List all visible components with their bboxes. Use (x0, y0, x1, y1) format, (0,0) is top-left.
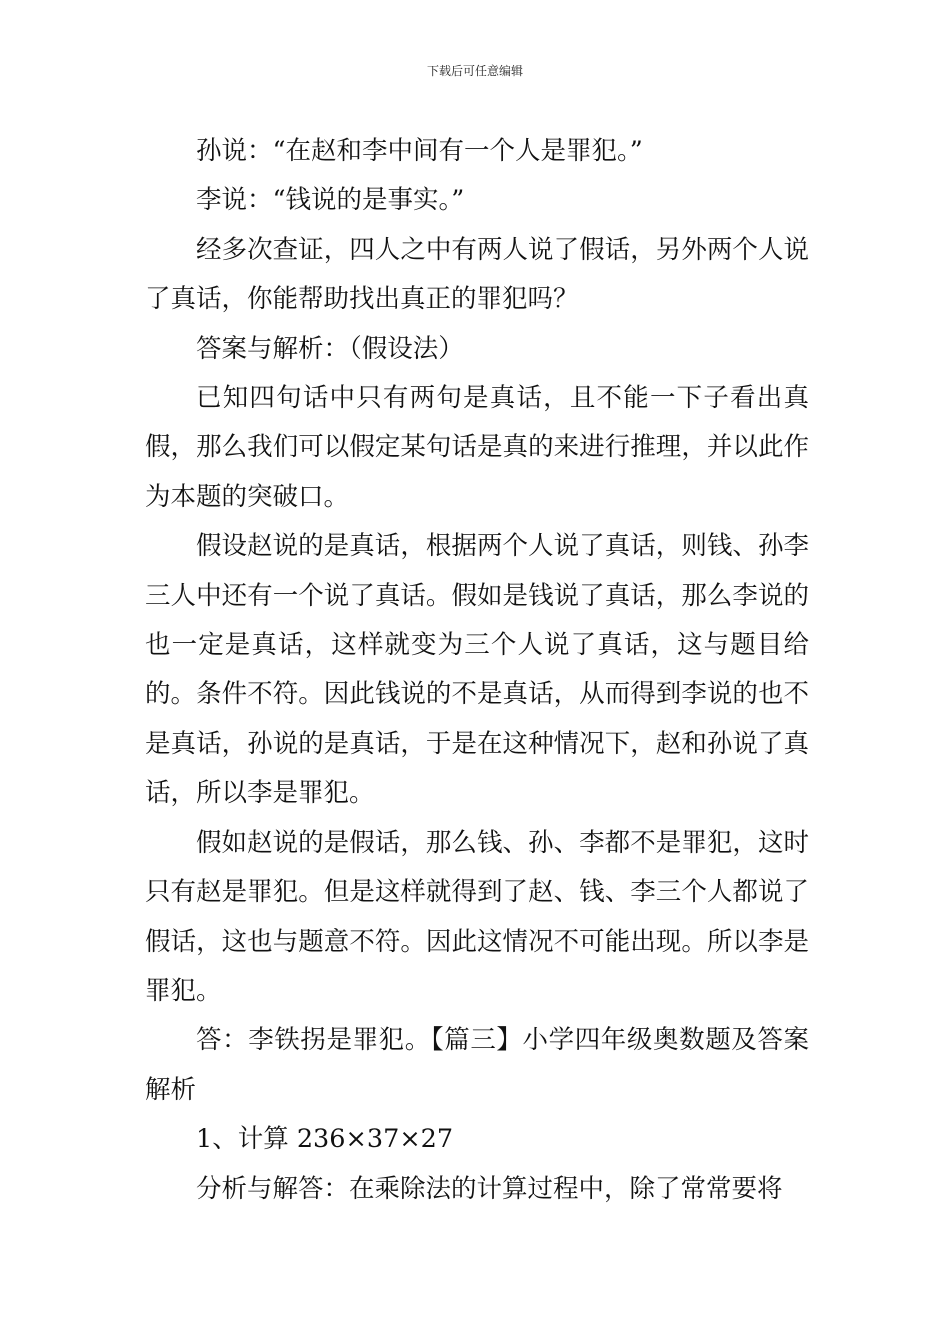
document-body (145, 127, 809, 1214)
paragraph-case-zhao-true: 假设赵说的是真话，根据两个人说了真话，则钱、孙李三人中还有一个说了真话。假如是钱说了真话，那么李说的也一定是真话，这样就变为三个人说了真话，这与题目给的。条件不符。因此钱说的不是真话，从而得到李说的也不是真话，孙说的是真话，于是在这种情况下，赵和孙说了真话，所以李是罪犯。 (145, 531, 809, 809)
paragraph-sun-statement: 孙说：“在赵和李中间有一个人是罪犯。” (196, 136, 643, 166)
paragraph-answer-heading: 答案与解析：（假设法） (196, 333, 464, 364)
paragraph-final-answer: 答：李铁拐是罪犯。【篇三】小学四年级奥数题及答案解析 (145, 1025, 809, 1105)
paragraph-problem-1: 1、计算 236×37×27 (196, 1124, 454, 1155)
paragraph-problem-1-analysis: 分析与解答：在乘除法的计算过程中，除了常常要将 (196, 1173, 783, 1204)
paragraph-analysis-intro: 已知四句话中只有两句是真话，且不能一下子看出真假，那么我们可以假定某句话是真的来进行推理，并以此作为本题的突破口。 (145, 383, 809, 512)
paragraph-case-zhao-false: 假如赵说的是假话，那么钱、孙、李都不是罪犯，这时只有赵是罪犯。但是这样就得到了赵、钱、李三个人都说了假话，这也与题意不符。因此这情况不可能出现。所以李是罪犯。 (145, 827, 809, 1006)
page-header: 下载后可任意编辑 (426, 64, 523, 78)
paragraph-question: 经多次查证，四人之中有两人说了假话，另外两个人说了真话，你能帮助找出真正的罪犯吗？ (145, 234, 809, 315)
paragraph-li-statement: 李说：“钱说的是事实。” (196, 185, 465, 216)
